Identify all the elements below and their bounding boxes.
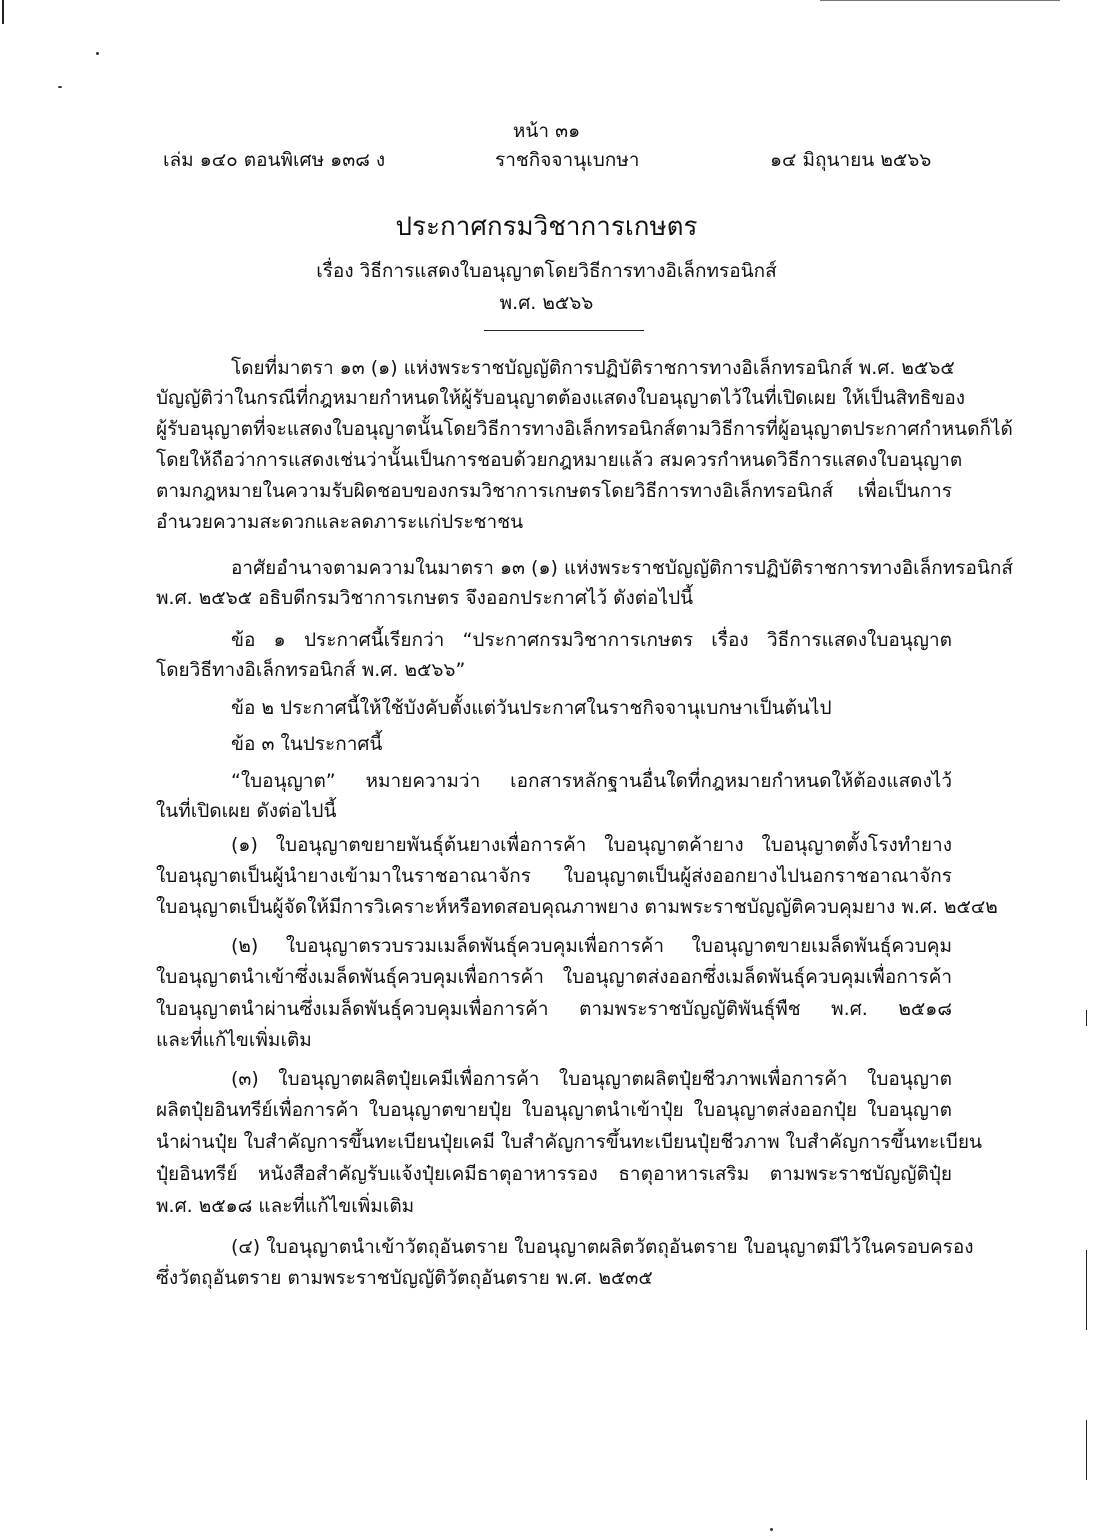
item-1-line: ใบอนุญาตเป็นผู้จัดให้มีการวิเคราะห์หรือทดสอบคุณภาพยาง ตามพระราชบัญญัติควบคุมยาง พ.ศ. ๒๕๔๒ <box>156 896 998 918</box>
announcement-subject: เรื่อง วิธีการแสดงใบอนุญาตโดยวิธีการทางอิเล็กทรอนิกส์ <box>316 260 777 282</box>
gazette-date: ๑๔ มิถุนายน ๒๕๖๖ <box>770 149 932 171</box>
item-4-line: ซึ่งวัตถุอันตราย ตามพระราชบัญญัติวัตถุอันตราย พ.ศ. ๒๕๓๕ <box>156 1267 653 1289</box>
scan-speck <box>58 86 62 88</box>
scan-speck <box>770 1528 773 1531</box>
item-3-line: ผลิตปุ๋ยอินทรีย์เพื่อการค้า ใบอนุญาตขายปุ๋ย ใบอนุญาตนำเข้าปุ๋ย ใบอนุญาตส่งออกปุ๋ย ใบอนุญาต <box>156 1099 952 1121</box>
scan-top-edge-line <box>820 0 1060 1</box>
scan-speck <box>96 52 99 55</box>
gazette-name: ราชกิจจานุเบกษา <box>495 149 640 171</box>
scan-edge-mark <box>1086 1420 1087 1480</box>
preamble-line: บัญญัติว่าในกรณีที่กฎหมายกำหนดให้ผู้รับอนุญาตต้องแสดงใบอนุญาตไว้ในที่เปิดเผย ให้เป็นสิทธิของ <box>156 387 966 409</box>
clause-3: ข้อ ๓ ในประกาศนี้ <box>231 733 383 755</box>
authority-line: อาศัยอำนาจตามความในมาตรา ๑๓ (๑) แห่งพระราชบัญญัติการปฏิบัติราชการทางอิเล็กทรอนิกส์ <box>231 557 1013 579</box>
page-number: หน้า ๓๑ <box>512 120 581 142</box>
preamble-line: ตามกฎหมายในความรับผิดชอบของกรมวิชาการเกษตรโดยวิธีการทางอิเล็กทรอนิกส์ เพื่อเป็นการ <box>156 480 952 502</box>
title-divider <box>484 330 644 331</box>
scan-edge-mark <box>1086 1010 1087 1026</box>
item-3-line: พ.ศ. ๒๕๑๘ และที่แก้ไขเพิ่มเติม <box>156 1195 415 1217</box>
announcement-title: ประกาศกรมวิชาการเกษตร <box>395 212 698 242</box>
announcement-year: พ.ศ. ๒๕๖๖ <box>499 292 594 314</box>
clause-2: ข้อ ๒ ประกาศนี้ให้ใช้บังคับตั้งแต่วันประกาศในราชกิจจานุเบกษาเป็นต้นไป <box>231 697 832 719</box>
preamble-line: โดยที่มาตรา ๑๓ (๑) แห่งพระราชบัญญัติการปฏิบัติราชการทางอิเล็กทรอนิกส์ พ.ศ. ๒๕๖๕ <box>231 357 955 379</box>
item-3-line: ปุ๋ยอินทรีย์ หนังสือสำคัญรับแจ้งปุ๋ยเคมีธาตุอาหารรอง ธาตุอาหารเสริม ตามพระราชบัญญัติปุ๋ย <box>156 1163 952 1185</box>
item-2-line: ใบอนุญาตนำเข้าซึ่งเมล็ดพันธุ์ควบคุมเพื่อการค้า ใบอนุญาตส่งออกซึ่งเมล็ดพันธุ์ควบคุมเพื่อการค้า <box>156 966 952 988</box>
clause-1-line: โดยวิธีทางอิเล็กทรอนิกส์ พ.ศ. ๒๕๖๖” <box>156 659 466 681</box>
item-1-line: ใบอนุญาตเป็นผู้นำยางเข้ามาในราชอาณาจักร ใบอนุญาตเป็นผู้ส่งออกยางไปนอกราชอาณาจักร <box>156 865 952 887</box>
authority-line: พ.ศ. ๒๕๖๕ อธิบดีกรมวิชาการเกษตร จึงออกประกาศไว้ ดังต่อไปนี้ <box>156 587 694 609</box>
scan-edge-mark <box>2 0 4 24</box>
item-2-line: ใบอนุญาตนำผ่านซึ่งเมล็ดพันธุ์ควบคุมเพื่อการค้า ตามพระราชบัญญัติพันธุ์พืช พ.ศ. ๒๕๑๘ <box>156 998 952 1020</box>
item-2-line: (๒) ใบอนุญาตรวบรวมเมล็ดพันธุ์ควบคุมเพื่อการค้า ใบอนุญาตขายเมล็ดพันธุ์ควบคุม <box>231 935 952 957</box>
item-3-line: นำผ่านปุ๋ย ใบสำคัญการขึ้นทะเบียนปุ๋ยเคมี ใบสำคัญการขึ้นทะเบียนปุ๋ยชีวภาพ ใบสำคัญการขึ้นทะเบียน <box>156 1131 982 1153</box>
gazette-volume: เล่ม ๑๔๐ ตอนพิเศษ ๑๓๘ ง <box>163 149 386 171</box>
definition-line: ในที่เปิดเผย ดังต่อไปนี้ <box>156 800 337 822</box>
definition-line: “ใบอนุญาต” หมายความว่า เอกสารหลักฐานอื่นใดที่กฎหมายกำหนดให้ต้องแสดงไว้ <box>231 770 952 792</box>
preamble-line: โดยให้ถือว่าการแสดงเช่นว่านั้นเป็นการชอบด้วยกฎหมายแล้ว สมควรกำหนดวิธีการแสดงใบอนุญาต <box>156 449 963 471</box>
preamble-line: อำนวยความสะดวกและลดภาระแก่ประชาชน <box>156 511 524 533</box>
scan-edge-mark <box>1086 1250 1087 1330</box>
preamble-line: ผู้รับอนุญาตที่จะแสดงใบอนุญาตนั้นโดยวิธีการทางอิเล็กทรอนิกส์ตามวิธีการที่ผู้อนุญาตประกาศกำหนดก็ได้ <box>156 418 1013 440</box>
item-3-line: (๓) ใบอนุญาตผลิตปุ๋ยเคมีเพื่อการค้า ใบอนุญาตผลิตปุ๋ยชีวภาพเพื่อการค้า ใบอนุญาต <box>231 1068 952 1090</box>
item-2-line: และที่แก้ไขเพิ่มเติม <box>156 1029 312 1051</box>
clause-1-line: ข้อ ๑ ประกาศนี้เรียกว่า “ประกาศกรมวิชาการเกษตร เรื่อง วิธีการแสดงใบอนุญาต <box>231 629 952 651</box>
item-1-line: (๑) ใบอนุญาตขยายพันธุ์ต้นยางเพื่อการค้า ใบอนุญาตค้ายาง ใบอนุญาตตั้งโรงทำยาง <box>231 834 952 856</box>
item-4-line: (๔) ใบอนุญาตนำเข้าวัตถุอันตราย ใบอนุญาตผลิตวัตถุอันตราย ใบอนุญาตมีไว้ในครอบครอง <box>231 1236 974 1258</box>
